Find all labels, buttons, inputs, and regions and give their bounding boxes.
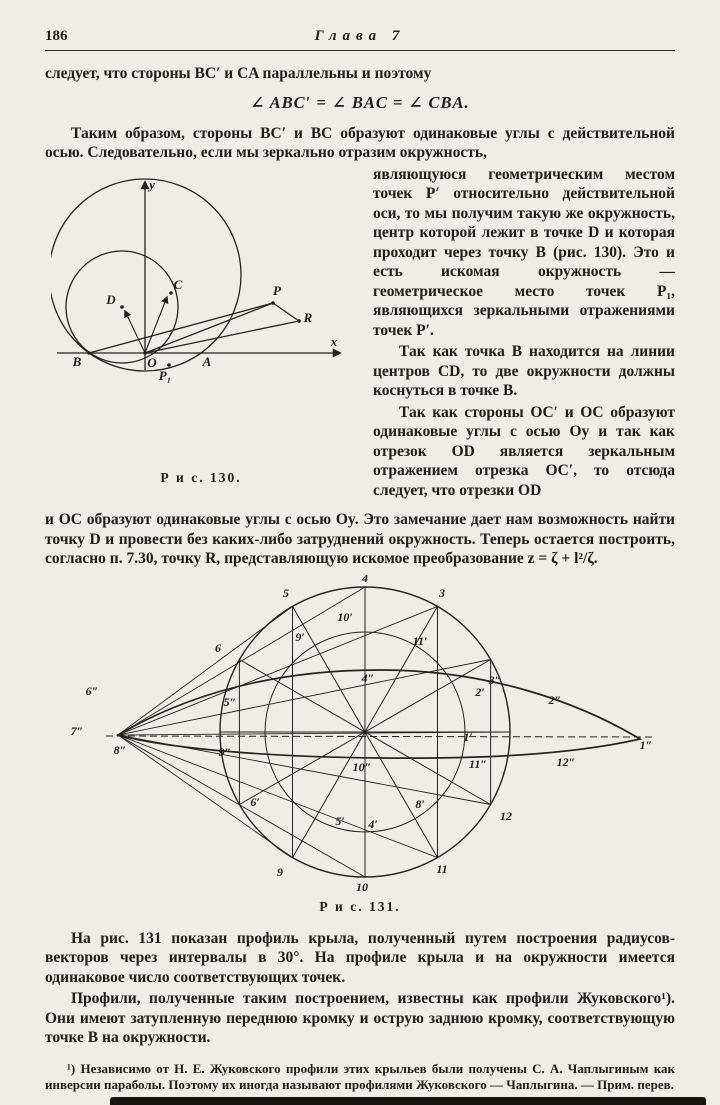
figure-label: 6′ [250,794,260,809]
scan-edge-artifact [110,1097,706,1105]
figure-130-caption: Р и с. 130. [160,469,242,485]
point-P [271,301,275,305]
point-R [297,319,301,323]
paragraph-angles: Так как стороны OC′ и OC образуют одинаковые углы с осью Oy и так как отрезок OD является зеркальным отражением отрезка OC′, то отсюда следует, что отрезки OD [373,403,675,499]
figure-label: 1″ [639,737,653,752]
figure-label: P [273,282,281,298]
figure-label: 9 [277,864,283,879]
figure-label: 9′ [295,629,305,644]
footnote: ¹) Независимо от Н. Е. Жуковского профили этих крыльев были получены С. А. Чаплыгиным как инверсии параболы. Поэтому их иногда называют профилями Жуковского — Чаплыгина. — Прим. перев. [45,1060,675,1092]
figure-label: 3 [439,585,445,600]
figure-label: A [202,353,212,369]
figure-label: 6″ [85,683,99,698]
figure-label: P₁ [158,367,172,383]
figure-label: 2″ [548,692,562,707]
figure-label: 10′ [337,609,353,624]
figure-label: 8″ [113,742,127,757]
paragraph-intro: следует, что стороны BC′ и CA параллельны и поэтому [45,65,432,82]
figure-label: 12″ [556,754,576,769]
figure-label: 7″ [70,723,84,738]
angle-equality-formula: ∠ ABC′ = ∠ BAC = ∠ CBA. [250,92,470,112]
figure-130-geometry [51,176,340,371]
figure-130-labels [72,177,338,383]
line-O-R [145,321,299,353]
figure-label: 6 [215,640,221,655]
chord-axis-dashed [106,736,654,737]
paragraph-mirror-cont: являющуюся геометрическим местом точек P′ относительно действительной оси, то мы получим такую же окружность, центр которой лежит в точке D и которая проходит через точку B (рис. 130). Это и есть искомая окружность — геометрическое место точек P₁, являющихся зеркальными отражениями точек P′. [373,165,675,339]
figure-label: 10 [356,879,368,894]
figure-label: 8′ [415,796,425,811]
figure-131 [45,575,675,915]
figure-label: x [330,333,338,349]
figure-label: 9″ [218,744,232,759]
point-B [87,351,91,355]
figure-130-diagram [51,173,351,463]
figure-131-caption: Р и с. 131. [319,898,401,914]
figure-label: C [173,276,183,292]
figure-label: 11 [436,861,448,876]
figure-label: 12 [500,808,512,823]
figure-label: 4′ [368,816,378,831]
paragraph-angles-cont: и OC образуют одинаковые углы с осью Oy. Это замечание дает нам возможность найти точку D и провести без каких-либо затруднений окружность. Теперь остается построить, согласно п. 7.30, точку R, представляющую искомое преобразование z = ζ + l²/ζ. [45,511,675,567]
line-O-P [145,303,273,353]
figure-131-geometry [106,587,654,877]
page-header [45,28,675,45]
figure-label: 10″ [352,759,372,774]
figure-label: 3″ [488,672,502,687]
figure-label: B [72,353,82,369]
figure-130-points [87,291,301,367]
figure-label: 4″ [361,670,375,685]
figure-130 [45,173,357,486]
paragraph-centers: Так как точка B находится на линии центров CD, то две окружности должны коснуться в точке B. [373,343,675,399]
header-rule [45,50,675,51]
point-P1 [167,363,171,367]
figure-131-diagram [50,575,670,895]
figure-label: 11′ [412,633,428,648]
point-D [120,305,124,309]
figure-label: 2′ [475,684,485,699]
figure-label: 11″ [469,756,487,771]
paragraph-mirror: Таким образом, стороны BC′ и BC образуют одинаковые углы с действительной осью. Следовательно, если мы зеркально отразим окружность, [45,124,675,161]
point-C [169,291,173,295]
page-number: 186 [45,28,68,44]
figure-label: D [106,291,116,307]
figure-label: O [147,354,157,370]
line-P-R [273,303,299,321]
figure-label: 5 [283,585,289,600]
figure-label: 1′ [463,729,473,744]
paragraph-zhukovsky: Профили, полученные таким построением, известны как профили Жуковского¹). Они имеют затупленную переднюю кромку и острую заднюю кромку, соответствующую точке B на окружности. [45,990,675,1046]
chapter-title: Глава 7 [314,28,406,44]
figure-label: 5′ [335,813,345,828]
figure-label: 4 [362,574,368,585]
figure-label: 5″ [223,694,237,709]
airfoil-outline [118,670,640,758]
vector-O-D [125,311,145,353]
figure-label: y [149,176,155,192]
point-O [143,351,147,355]
figure-text-wrap-section [45,165,675,569]
paragraph-profile: На рис. 131 показан профиль крыла, полученный путем построения радиусов-векторов через интервалы в 30°. На профиле крыла и на окружности имеется одинаковое число соответствующих точек. [45,929,675,986]
figure-label: R [303,309,313,325]
large-circle [51,176,241,371]
